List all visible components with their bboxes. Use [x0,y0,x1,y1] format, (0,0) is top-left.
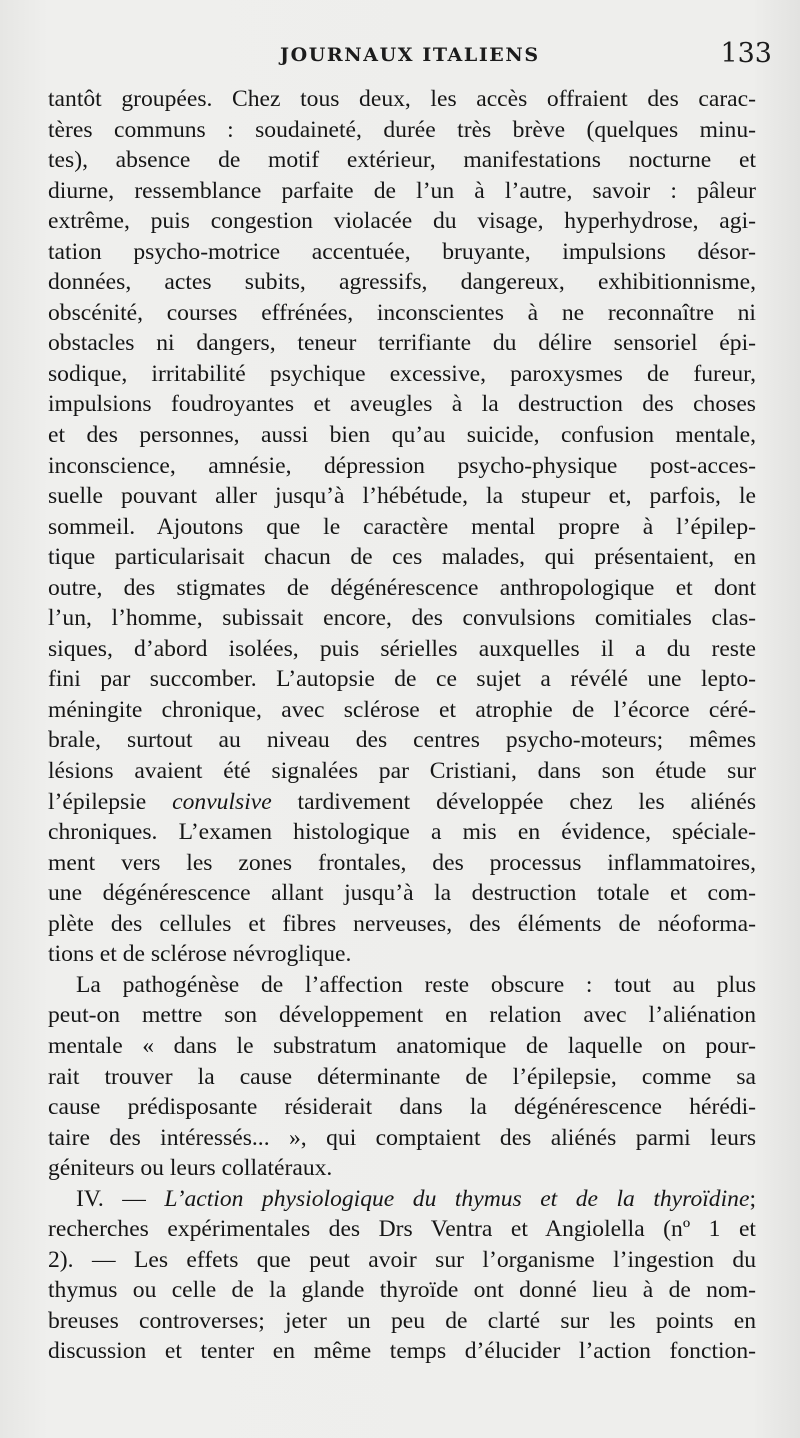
text-line [48,1184,756,1215]
text-line: obstacles ni dangers, teneur terrifiante du délire sensoriel épi- [48,330,756,357]
text-line: tères communs : soudaineté, durée très brève (quelques minu- [48,116,756,143]
text-line: sommeil. Ajoutons que le caractère mental propre à l’épilep- [48,513,756,540]
text-line: recherches expérimentales des Drs Ventra et Angiolella (nº 1 et [48,1216,756,1243]
text-segment: l’épilepsie [48,788,173,815]
text-line: brale, surtout au niveau des centres psycho-moteurs; mêmes [48,727,756,754]
text-line: thymus ou celle de la glande thyroïde ont donné lieu à de nom- [48,1277,756,1304]
text-line: sodique, irritabilité psychique excessive, paroxysmes de fureur, [48,360,756,387]
text-line: tique particularisait chacun de ces malades, qui présentaient, en [48,544,756,571]
text-line: suelle pouvant aller jusqu’à l’hébétude, la stupeur et, parfois, le [48,483,756,510]
text-line: 2). — Les effets que peut avoir sur l’organisme l’ingestion du [48,1246,756,1273]
text-line: rait trouver la cause déterminante de l’épilepsie, comme sa [48,1063,756,1090]
text-line: tantôt groupées. Chez tous deux, les accès offraient des carac- [48,86,756,112]
text-line [48,787,756,818]
text-line: ment vers les zones frontales, des processus inflammatoires, [48,849,756,876]
text-line: fini par succomber. L’autopsie de ce sujet a révélé une lepto- [48,666,756,693]
text-line: cause prédisposante résiderait dans la dégénérescence hérédi- [48,1094,756,1121]
text-line: breuses controverses; jeter un peu de clarté sur les points en [48,1307,756,1334]
text-line: plète des cellules et fibres nerveuses, des éléments de néoforma- [48,910,756,937]
text-line: outre, des stigmates de dégénérescence anthropologique et dont [48,574,756,601]
text-line: une dégénérescence allant jusqu’à la destruction totale et com- [48,880,756,907]
text-line: siques, d’abord isolées, puis sérielles auxquelles il a du reste [48,635,756,662]
body-text [48,84,756,1367]
text-segment: IV. — [76,1185,165,1212]
text-line: et des personnes, aussi bien qu’au suicide, confusion mentale, [48,422,756,449]
text-line: extrême, puis congestion violacée du visage, hyperhydrose, agi- [48,208,756,235]
text-line: données, actes subits, agressifs, dangereux, exhibitionnisme, [48,269,756,296]
text-line: l’un, l’homme, subissait encore, des convulsions comitiales clas- [48,605,756,632]
text-line: tes), absence de motif extérieur, manifestations nocturne et [48,147,756,174]
text-line: obscénité, courses effrénées, inconscientes à ne reconnaître ni [48,299,756,326]
text-line: impulsions foudroyantes et aveugles à la destruction des choses [48,391,756,418]
text-line: lésions avaient été signalées par Cristiani, dans son étude sur [48,758,756,785]
text-line: tions et de sclérose névroglique. [48,941,352,968]
italic-text: L’action physiologique du thymus et de la thyroïdine [164,1185,750,1212]
running-head: JOURNAUX ITALIENS [280,44,540,66]
page-header [48,38,778,74]
text-line: diurne, ressemblance parfaite de l’un à l’autre, savoir : pâleur [48,177,756,204]
text-line: inconscience, amnésie, dépression psycho-physique post-acces- [48,452,756,479]
text-line: taire des intéressés... », qui comptaient des aliénés parmi leurs [48,1124,756,1151]
text-line: tation psycho-motrice accentuée, bruyante, impulsions désor- [48,238,756,265]
page-number: 133 [720,38,772,69]
italic-text: convulsive [172,788,272,815]
text-line: discussion et tenter en même temps d’élucider l’action fonction- [48,1338,756,1365]
text-line: méningite chronique, avec sclérose et atrophie de l’écorce céré- [48,696,756,723]
text-line: La pathogénèse de l’affection reste obscure : tout au plus [76,971,756,998]
text-line: chroniques. L’examen histologique a mis en évidence, spéciale- [48,819,756,846]
text-line: géniteurs ou leurs collatéraux. [48,1155,333,1182]
text-segment: tardivement développée chez les aliénés [271,788,756,815]
text-line: peut-on mettre son développement en relation avec l’aliénation [48,1002,756,1029]
text-segment: ; [749,1185,756,1212]
text-line: mentale « dans le substratum anatomique de laquelle on pour- [48,1032,756,1059]
